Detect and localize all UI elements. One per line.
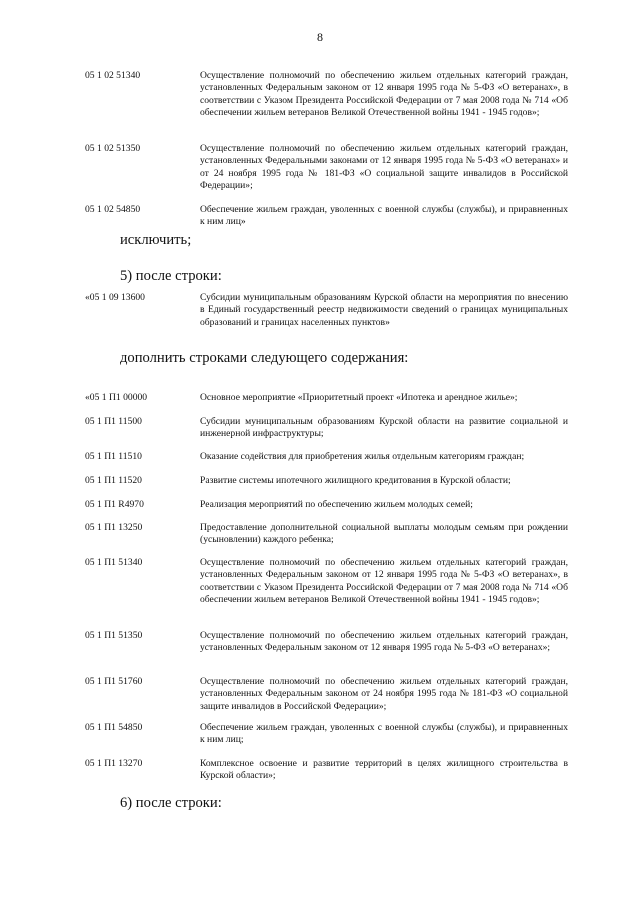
budget-code: 05 1 П1 13270 <box>85 758 143 769</box>
code-description: Осуществление полномочий по обеспечению жильем отдельных категорий граждан, установленных Федеральным законом от 12 января 1995 года № 5-ФЗ «О ветеранах»; <box>200 630 568 654</box>
section-6-heading: 6) после строки: <box>120 795 222 811</box>
code-description: Обеспечение жильем граждан, уволенных с военной службы (службы), и приравненных к ним лиц; <box>200 722 568 746</box>
code-description: Предоставление дополнительной социальной выплаты молодым семьям при рождении (усыновлении) каждого ребенка; <box>200 522 568 546</box>
budget-code: 05 1 П1 13250 <box>85 522 143 533</box>
code-description: Осуществление полномочий по обеспечению жильем отдельных категорий граждан, установленных Федеральным законом от 12 января 1995 года № 5-ФЗ «О ветеранах», в соответствии с Указом Президента Российской Федерации от 7 мая 2008 года № 714 «Об обеспечении жильем ветеранов Великой Отечественной войны 1941 - 1945 годов»; <box>200 70 568 118</box>
code-description: Реализация мероприятий по обеспечению жильем молодых семей; <box>200 499 473 510</box>
code-description: Основное мероприятие «Приоритетный проект «Ипотека и арендное жилье»; <box>200 392 518 403</box>
budget-code: 05 1 П1 51340 <box>85 557 143 568</box>
budget-code: 05 1 П1 11500 <box>85 416 142 427</box>
page-number: 8 <box>317 30 323 44</box>
code-description: Комплексное освоение и развитие территорий в целях жилищного строительства в Курской области»; <box>200 758 568 782</box>
budget-code: 05 1 02 51350 <box>85 143 141 154</box>
exclude-instruction: исключить; <box>120 232 192 248</box>
budget-code: «05 1 09 13600 <box>85 292 145 303</box>
code-description: Обеспечение жильем граждан, уволенных с военной службы (службы), и приравненных к ним лиц» <box>200 204 568 228</box>
budget-code: 05 1 П1 11520 <box>85 475 142 486</box>
code-description: Осуществление полномочий по обеспечению жильем отдельных категорий граждан, установленных Федеральным законом от 24 ноября 1995 года № 181-ФЗ «О социальной защите инвалидов в Российской Федерации»; <box>200 676 568 712</box>
budget-code: 05 1 П1 11510 <box>85 451 142 462</box>
budget-code: «05 1 П1 00000 <box>85 392 148 403</box>
budget-code: 05 1 02 51340 <box>85 70 141 81</box>
budget-code: 05 1 П1 54850 <box>85 722 143 733</box>
code-description: Субсидии муниципальным образованиям Курской области на развитие социальной и инженерной инфраструктуры; <box>200 416 568 440</box>
code-description: Субсидии муниципальным образованиям Курской области на мероприятия по внесению в Единый государственный реестр недвижимости сведений о границах муниципальных образований и границах населенных пунктов» <box>200 292 568 328</box>
supplement-instruction: дополнить строками следующего содержания: <box>120 350 409 366</box>
code-description: Оказание содействия для приобретения жилья отдельным категориям граждан; <box>200 451 525 462</box>
budget-code: 05 1 П1 51760 <box>85 676 143 687</box>
section-5-heading: 5) после строки: <box>120 268 222 284</box>
budget-code: 05 1 П1 R4970 <box>85 499 144 510</box>
code-description: Развитие системы ипотечного жилищного кредитования в Курской области; <box>200 475 511 486</box>
budget-code: 05 1 02 54850 <box>85 204 141 215</box>
budget-code: 05 1 П1 51350 <box>85 630 143 641</box>
code-description: Осуществление полномочий по обеспечению жильем отдельных категорий граждан, установленных Федеральными законами от 12 января 1995 года № 5-ФЗ «О ветеранах» и от 24 ноября 1995 года № 181-ФЗ «О социальной защите инвалидов в Российской Федерации»; <box>200 143 568 191</box>
code-description: Осуществление полномочий по обеспечению жильем отдельных категорий граждан, установленных Федеральным законом от 12 января 1995 года № 5-ФЗ «О ветеранах», в соответствии с Указом Президента Российской Федерации от 7 мая 2008 года № 714 «Об обеспечении жильем ветеранов Великой Отечественной войны 1941 - 1945 годов»; <box>200 557 568 605</box>
